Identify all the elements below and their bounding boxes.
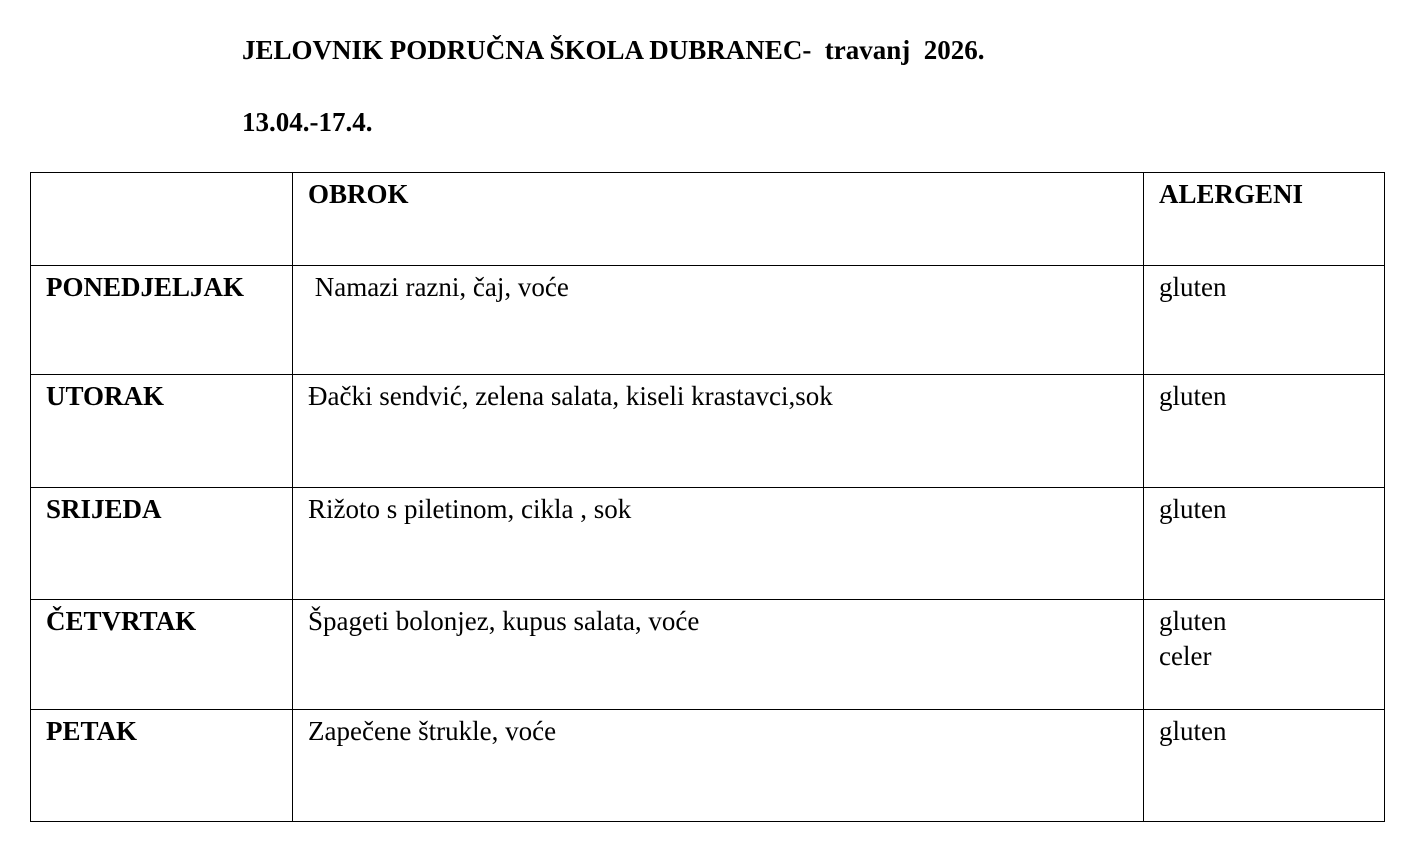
column-header-meal: OBROK [293, 173, 1144, 266]
meal-text: Zapečene štrukle, voće [308, 716, 557, 746]
meal-text: Špageti bolonjez, kupus salata, voće [308, 606, 700, 636]
allergen-item: gluten [1159, 494, 1227, 524]
table-header-row [31, 173, 1385, 266]
meal-cell [293, 600, 1144, 710]
table-row [31, 600, 1385, 710]
day-cell: UTORAK [31, 375, 293, 488]
allergens-cell [1144, 488, 1385, 600]
column-header-day [31, 173, 293, 266]
menu-table [30, 172, 1385, 822]
allergen-item: gluten [1159, 716, 1227, 746]
meal-cell [293, 710, 1144, 822]
day-cell: PONEDJELJAK [31, 266, 293, 375]
date-range: 13.04.-17.4. [242, 107, 373, 137]
allergens-cell [1144, 375, 1385, 488]
table-row [31, 375, 1385, 488]
allergen-item: celer [1159, 641, 1212, 671]
meal-cell [293, 375, 1144, 488]
meal-cell [293, 266, 1144, 375]
column-header-allergens: ALERGENI [1144, 173, 1385, 266]
day-cell: ČETVRTAK [31, 600, 293, 710]
allergens-cell [1144, 266, 1385, 375]
allergen-item: gluten [1159, 606, 1227, 636]
page-title: JELOVNIK PODRUČNA ŠKOLA DUBRANEC- travanj 2026. [242, 35, 985, 65]
day-cell: PETAK [31, 710, 293, 822]
allergens-cell [1144, 600, 1385, 710]
table-row [31, 266, 1385, 375]
table-row [31, 488, 1385, 600]
allergen-item: gluten [1159, 272, 1227, 302]
meal-cell [293, 488, 1144, 600]
allergens-cell [1144, 710, 1385, 822]
meal-text: Rižoto s piletinom, cikla , sok [308, 494, 632, 524]
allergen-item: gluten [1159, 381, 1227, 411]
table-row [31, 710, 1385, 822]
meal-text: Đački sendvić, zelena salata, kiseli krastavci,sok [308, 381, 833, 411]
meal-text: Namazi razni, čaj, voće [308, 272, 569, 302]
day-cell: SRIJEDA [31, 488, 293, 600]
